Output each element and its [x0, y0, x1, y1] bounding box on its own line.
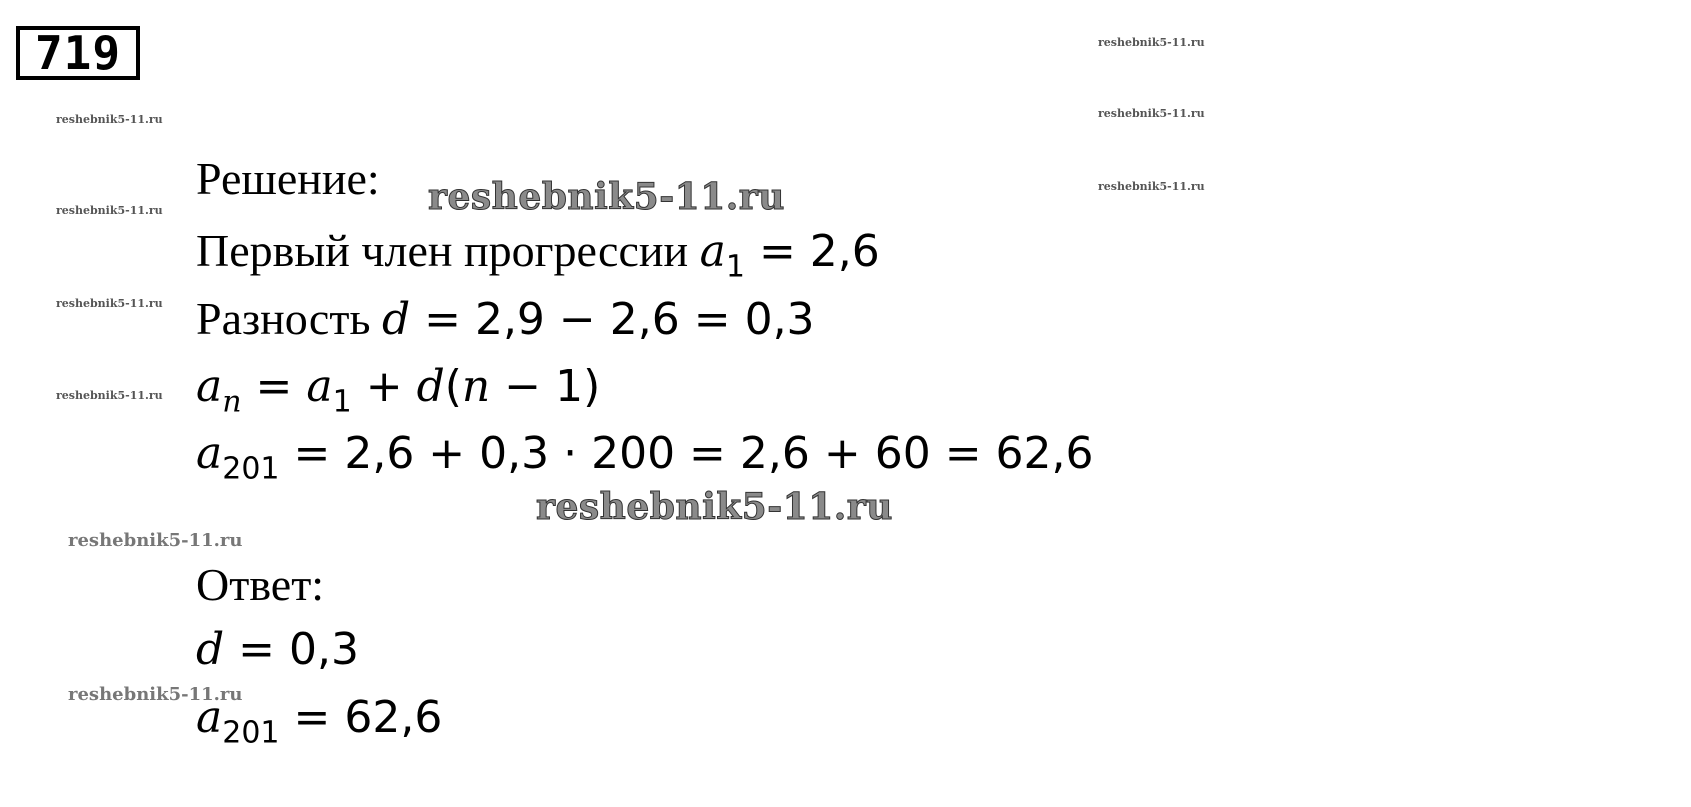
difference-math	[382, 294, 815, 345]
answer-heading: Ответ:	[196, 559, 325, 610]
solution-heading: Решение:	[196, 153, 380, 204]
watermark-medium: reshebnik5-11.ru	[68, 530, 243, 551]
problem-number: 719	[16, 26, 140, 80]
answer-difference-value: = 0,3	[224, 624, 359, 675]
var-d: d	[381, 294, 411, 345]
answer-difference	[196, 624, 359, 675]
answer-term	[196, 692, 443, 751]
subscript: 1	[725, 249, 745, 285]
watermark-small: reshebnik5-11.ru	[56, 297, 163, 310]
subscript: 201	[222, 715, 280, 751]
plus: +	[351, 361, 417, 412]
first-term-math	[699, 226, 880, 285]
watermark-small: reshebnik5-11.ru	[56, 389, 163, 402]
var-a: a	[699, 226, 726, 277]
watermark-large: reshebnik5-11.ru	[428, 176, 785, 218]
paren-open: (	[444, 361, 462, 412]
subscript: n	[222, 384, 242, 420]
minus-one: − 1)	[490, 361, 601, 412]
var-n: n	[461, 361, 491, 412]
difference-value: = 2,9 − 2,6 = 0,3	[410, 294, 815, 345]
watermark-small: reshebnik5-11.ru	[1098, 36, 1205, 49]
calculation-value: = 2,6 + 0,3 · 200 = 2,6 + 60 = 62,6	[279, 428, 1094, 479]
equals: =	[241, 361, 307, 412]
watermark-small: reshebnik5-11.ru	[1098, 180, 1205, 193]
calculation-line	[196, 428, 1094, 487]
first-term-value: = 2,6	[744, 226, 880, 277]
watermark-small: reshebnik5-11.ru	[56, 204, 163, 217]
var-d: d	[416, 361, 445, 412]
var-a: a	[196, 361, 223, 412]
subscript: 201	[222, 451, 280, 487]
var-d: d	[196, 624, 225, 675]
watermark-medium: reshebnik5-11.ru	[68, 684, 243, 705]
first-term-line	[196, 225, 880, 285]
subscript: 1	[332, 384, 352, 420]
watermark-small: reshebnik5-11.ru	[1098, 107, 1205, 120]
difference-line	[196, 293, 815, 345]
watermark-large: reshebnik5-11.ru	[536, 486, 893, 528]
first-term-text: Первый член прогрессии	[196, 225, 689, 276]
answer-term-value: = 62,6	[279, 692, 443, 743]
var-a: a	[196, 428, 223, 479]
var-a: a	[196, 692, 223, 743]
difference-text: Разность	[196, 293, 371, 344]
general-formula	[196, 361, 601, 420]
watermark-small: reshebnik5-11.ru	[56, 113, 163, 126]
var-a: a	[306, 361, 333, 412]
